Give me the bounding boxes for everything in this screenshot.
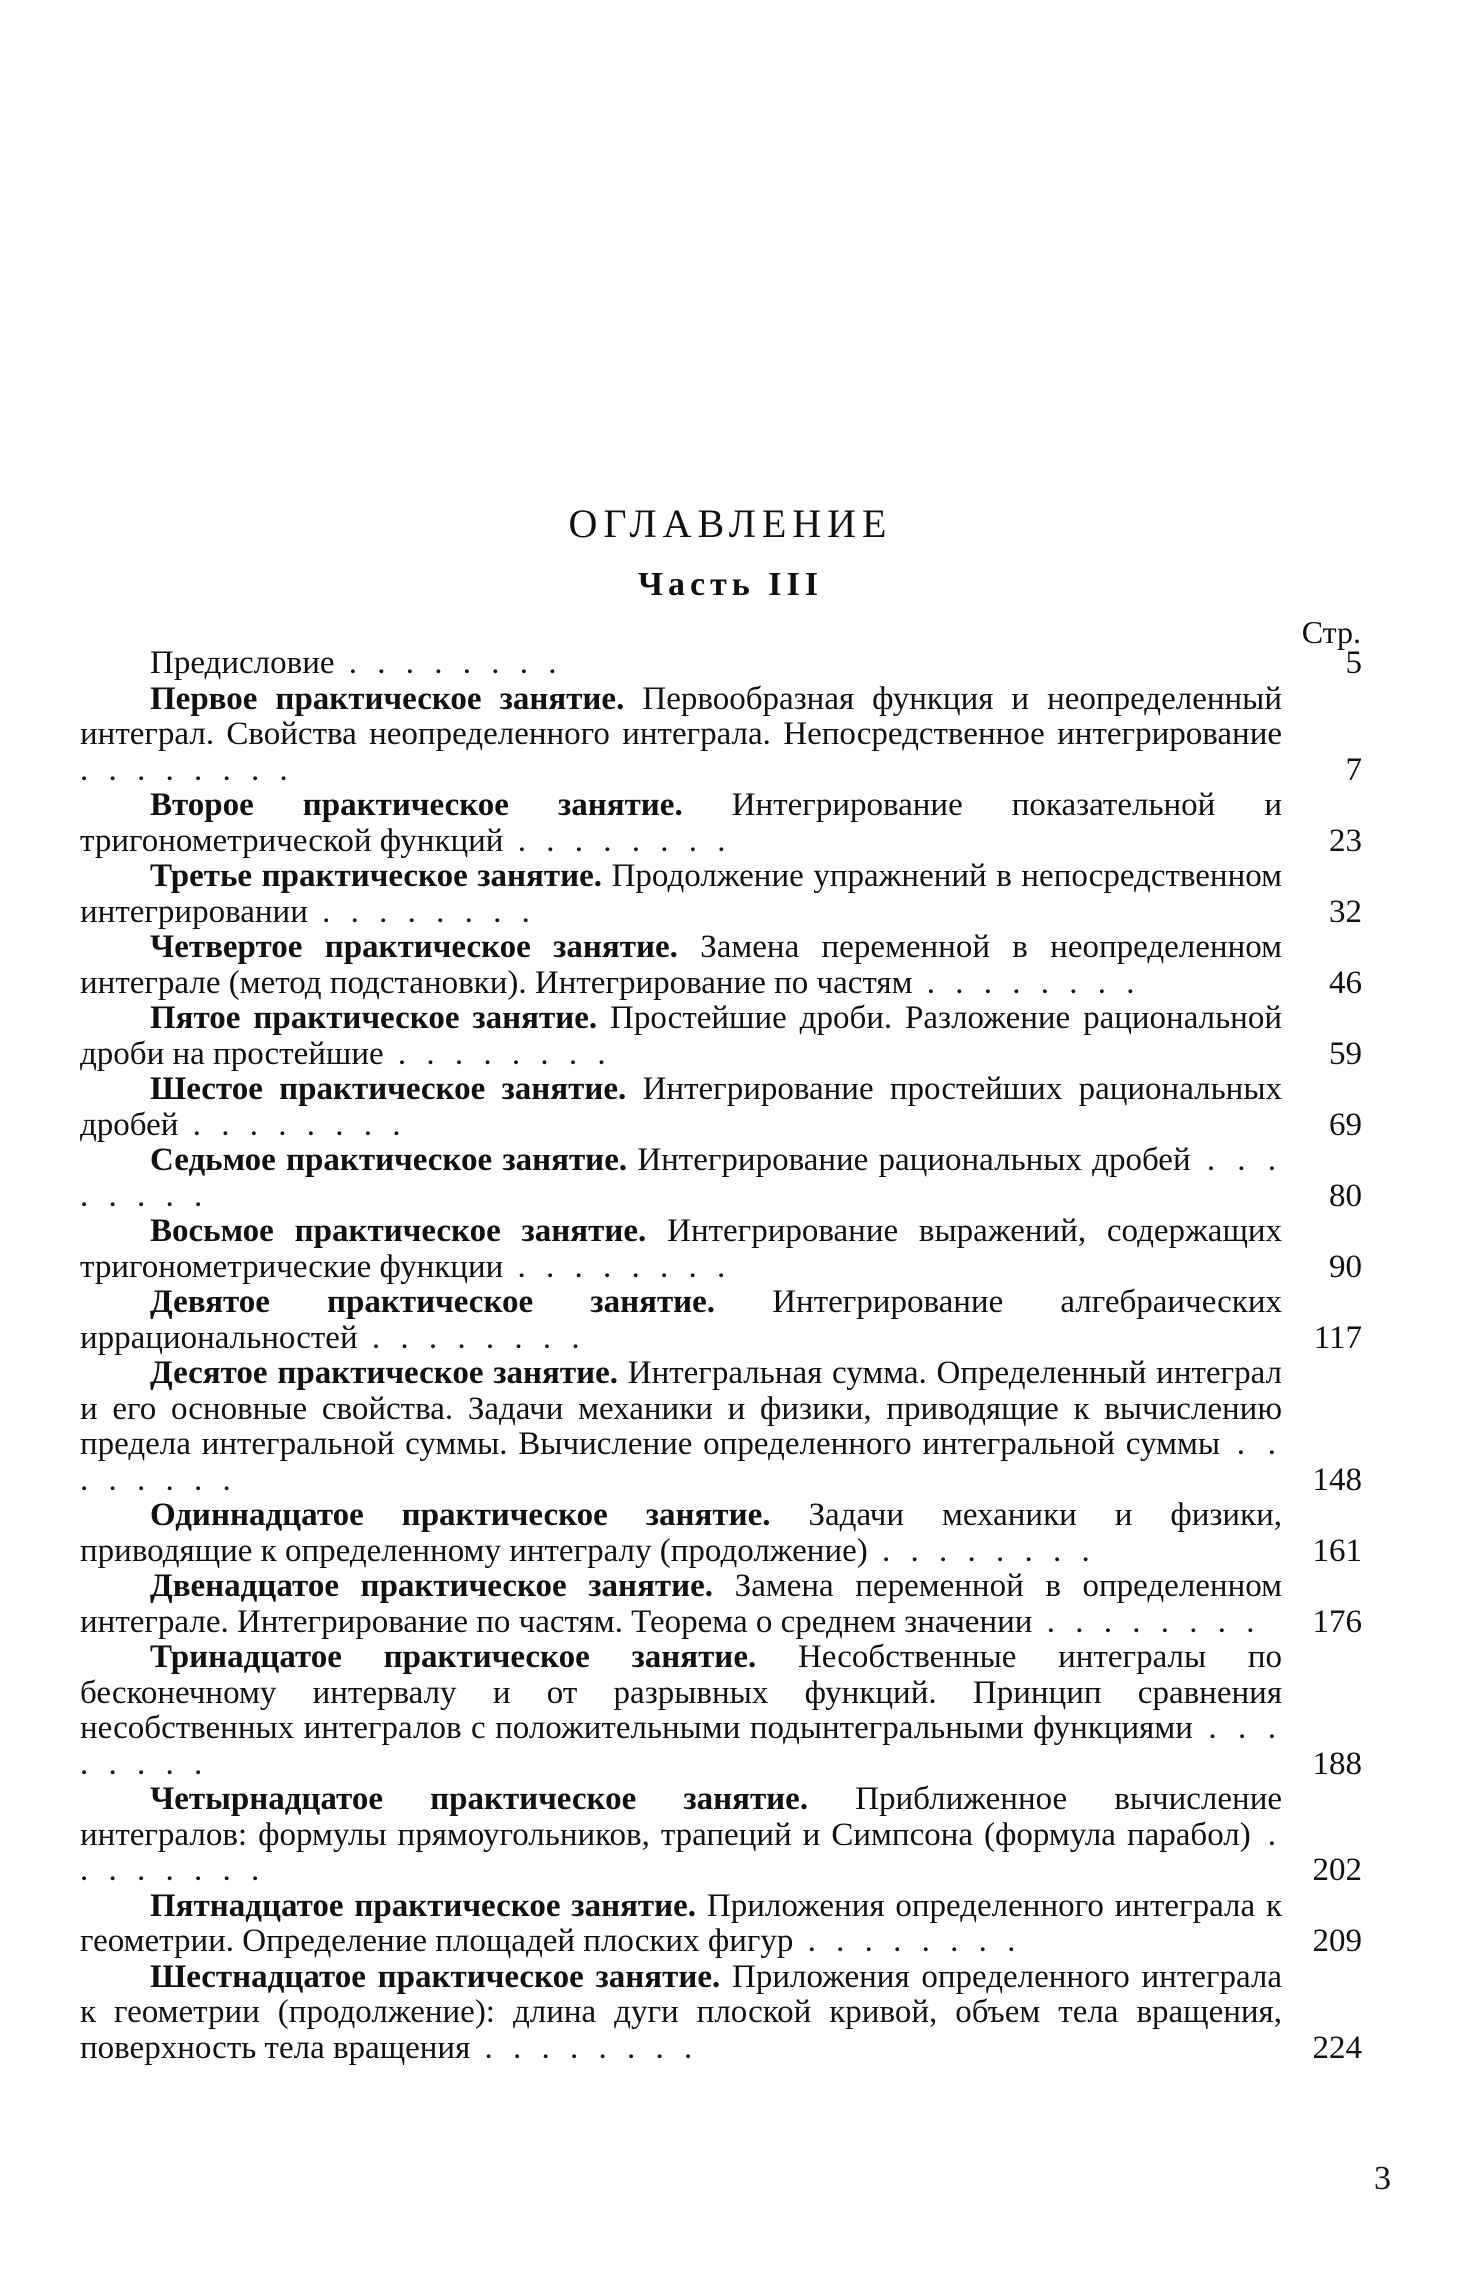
page-number: 3 xyxy=(1374,2160,1391,2197)
toc-entry-text: Приближенное вычисление интегралов: формулы прямоугольников, трапеций и Симпсона (формула парабол) xyxy=(80,1781,1282,1853)
toc-entry-page: 90 xyxy=(1329,1248,1362,1285)
leader-dots: . . . . . . . . xyxy=(80,751,294,788)
toc-entry xyxy=(80,1498,1362,1569)
toc-entry-text: Продолжение упражнений в непосредственном интегрировании xyxy=(80,858,1283,930)
toc-entry-lesson: Пятое практическое занятие. xyxy=(150,1000,598,1036)
toc-entry-text: Интегрирование рациональных дробей xyxy=(637,1142,1191,1178)
leader-dots: . . . . . . . . xyxy=(1032,1603,1261,1640)
toc-entry-text: Интегрирование выражений, содержащих тригонометрические функции xyxy=(80,1213,1283,1285)
leader-dots: . . . . . . . . xyxy=(80,1710,1283,1782)
leader-dots: . . . . . . . . xyxy=(178,1106,407,1143)
toc-entry-page: 5 xyxy=(1345,645,1362,681)
toc-entry-lesson: Восьмое практическое занятие. xyxy=(150,1213,647,1249)
toc-entry xyxy=(80,1285,1362,1356)
toc-entry-page: 32 xyxy=(1329,893,1362,930)
toc-entry-text: Интегральная сумма. Определенный интеграл и его основные свойства. Задачи механики и физики, приводящие к вычислению предела интегральной суммы. Вычисление определенного интегральной суммы xyxy=(80,1355,1283,1462)
toc-entry-page: 59 xyxy=(1329,1035,1362,1072)
toc-entry-page: 202 xyxy=(1312,1852,1362,1888)
toc-entry-text: Простейшие дроби. Разложение рациональной дроби на простейшие xyxy=(80,1000,1282,1072)
table-of-contents xyxy=(80,646,1362,2066)
toc-entry-page: 148 xyxy=(1312,1461,1362,1498)
leader-dots: . . . . . . . . xyxy=(80,1816,1283,1888)
toc-entry-lesson: Первое практическое занятие. xyxy=(150,680,625,717)
toc-entry xyxy=(80,930,1362,1001)
toc-entry-lesson: Десятое практическое занятие. xyxy=(150,1355,618,1391)
leader-dots: . . . . . . . . xyxy=(334,645,563,681)
toc-entry-text: Замена переменной в определенном интеграле. Интегрирование по частям. Теорема о среднем значении xyxy=(80,1568,1283,1640)
toc-entry-lesson: Пятнадцатое практическое занятие. xyxy=(150,1887,697,1924)
leader-dots: . . . . . . . . xyxy=(503,1248,732,1285)
toc-entry-page: 117 xyxy=(1313,1319,1362,1356)
leader-dots: . . . . . . . . xyxy=(80,1426,1282,1498)
leader-dots: . . . . . . . . xyxy=(793,1923,1022,1959)
toc-entry-page: 69 xyxy=(1329,1106,1362,1143)
page-title: ОГЛАВЛЕНИЕ xyxy=(568,501,893,546)
leader-dots: . . . . . . . . xyxy=(470,2029,699,2066)
toc-entry-text: Приложения определенного интеграла к геометрии (продолжение): длина дуги плоской кривой, объем тела вращения, поверхность тела вращения xyxy=(80,1958,1282,2066)
toc-entry xyxy=(80,1356,1362,1498)
toc-entry-lesson: Четырнадцатое практическое занятие. xyxy=(150,1781,809,1817)
toc-entry-lesson: Четвертое практическое занятие. xyxy=(150,929,678,965)
toc-entry xyxy=(80,788,1362,859)
toc-entry-lesson: Шестое практическое занятие. xyxy=(150,1071,627,1107)
leader-dots: . . . . . . . . xyxy=(503,822,732,859)
toc-entry-text: Интегрирование алгебраических иррациональностей xyxy=(80,1284,1283,1356)
toc-entry xyxy=(80,1960,1362,2067)
leader-dots: . . . . . . . . xyxy=(80,1142,1283,1214)
toc-entry xyxy=(80,1569,1362,1640)
toc-entry-page: 23 xyxy=(1329,822,1362,859)
toc-entry-text: Приложения определенного интеграла к геометрии. Определение площадей плоских фигур xyxy=(80,1887,1282,1959)
toc-entry xyxy=(80,646,1362,682)
leader-dots: . . . . . . . . xyxy=(383,1035,612,1072)
toc-entry-lesson: Двенадцатое практическое занятие. xyxy=(150,1568,714,1604)
leader-dots: . . . . . . . . xyxy=(307,893,536,930)
toc-entry-text: Задачи механики и физики, приводящие к определенному интегралу (продолжение) xyxy=(80,1497,1283,1569)
toc-entry-text: Несобственные интегралы по бесконечному интервалу и от разрывных функций. Принцип сравнения несобственных интегралов с положительными подынтегральными функциями xyxy=(80,1639,1283,1746)
toc-entry-page: 209 xyxy=(1312,1923,1362,1959)
toc-entry-text: Замена переменной в неопределенном интеграле (метод подстановки). Интегрирование по частям xyxy=(80,929,1282,1001)
toc-entry xyxy=(80,1143,1362,1214)
toc-entry xyxy=(80,1889,1362,1960)
toc-entry-text: Первообразная функция и неопределенный интеграл. Свойства неопределенного интеграла. Непосредственное интегрирование xyxy=(80,680,1282,752)
toc-entry-lesson: Третье практическое занятие. xyxy=(150,858,603,894)
leader-dots: . . . . . . . . xyxy=(357,1319,586,1356)
toc-entry-text: Предисловие xyxy=(150,645,335,681)
toc-entry-lesson: Одиннадцатое практическое занятие. xyxy=(150,1497,771,1533)
part-heading: Часть III xyxy=(638,566,823,603)
toc-entry-text: Интегрирование простейших рациональных дробей xyxy=(80,1071,1283,1143)
toc-entry xyxy=(80,1214,1362,1285)
toc-entry-lesson: Девятое практическое занятие. xyxy=(150,1284,716,1320)
toc-entry-lesson: Второе практическое занятие. xyxy=(150,787,683,823)
toc-entry xyxy=(80,682,1362,789)
toc-entry xyxy=(80,1782,1362,1889)
toc-entry-lesson: Седьмое практическое занятие. xyxy=(150,1142,628,1178)
toc-entry xyxy=(80,1072,1362,1143)
toc-entry-page: 80 xyxy=(1329,1177,1362,1214)
leader-dots: . . . . . . . . xyxy=(912,964,1141,1001)
toc-entry-page: 46 xyxy=(1329,964,1362,1001)
leader-dots: . . . . . . . . xyxy=(867,1532,1096,1569)
toc-entry-page: 188 xyxy=(1312,1745,1362,1782)
toc-entry xyxy=(80,859,1362,930)
page-column-label: Стр. xyxy=(1301,614,1361,650)
toc-entry-page: 161 xyxy=(1312,1532,1362,1569)
toc-entry-lesson: Тринадцатое практическое занятие. xyxy=(150,1639,757,1675)
toc-entry-text: Интегрирование показательной и тригонометрической функций xyxy=(80,787,1282,859)
toc-entry-page: 224 xyxy=(1312,2029,1362,2066)
toc-entry xyxy=(80,1001,1362,1072)
toc-entry-page: 176 xyxy=(1312,1603,1362,1640)
toc-entry-page: 7 xyxy=(1345,751,1362,788)
toc-entry xyxy=(80,1640,1362,1782)
toc-entry-lesson: Шестнадцатое практическое занятие. xyxy=(150,1958,721,1995)
